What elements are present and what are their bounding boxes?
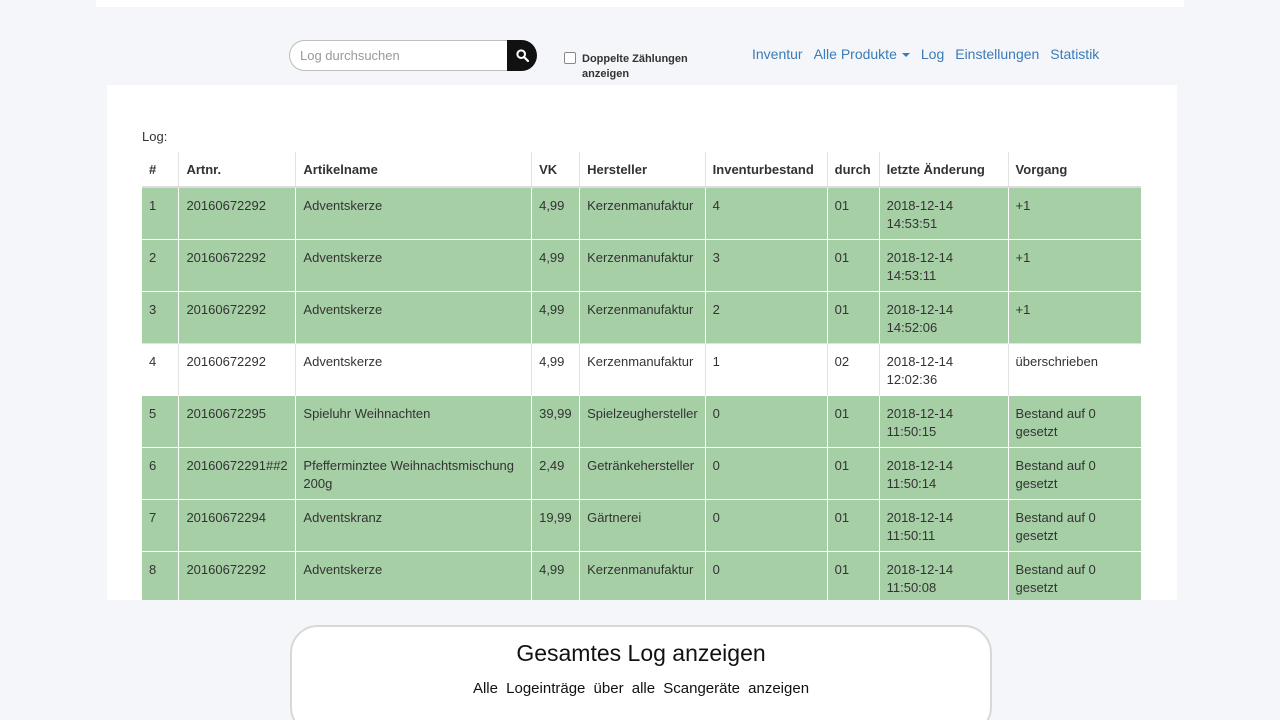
nav-statistik[interactable]: Statistik (1050, 46, 1100, 62)
cell-inventurbestand: 1 (705, 343, 827, 395)
cell-hersteller: Kerzenmanufaktur (580, 551, 706, 600)
duplicates-checkbox[interactable] (564, 52, 576, 64)
search-input[interactable] (289, 40, 507, 71)
log-body (142, 187, 1141, 600)
log-header-row (142, 152, 1141, 187)
log-row[interactable] (142, 395, 1141, 447)
cell-number: 3 (142, 291, 179, 343)
col-header-durch[interactable]: durch (827, 152, 879, 187)
main-nav (752, 46, 1110, 62)
cell-artnr: 20160672294 (179, 499, 296, 551)
cell-number: 5 (142, 395, 179, 447)
cell-artnr: 20160672292 (179, 343, 296, 395)
log-row[interactable] (142, 447, 1141, 499)
log-row[interactable] (142, 291, 1141, 343)
cell-vk: 4,99 (532, 187, 580, 239)
col-header-letzte-aenderung[interactable]: letzte Änderung (879, 152, 1008, 187)
log-title: Log: (142, 129, 168, 144)
search-bar (289, 40, 537, 71)
cell-durch: 01 (827, 395, 879, 447)
search-button[interactable] (507, 40, 537, 71)
cell-artikelname: Adventskranz (296, 499, 532, 551)
cell-artikelname: Adventskerze (296, 291, 532, 343)
nav-einstellungen[interactable]: Einstellungen (955, 46, 1040, 62)
cell-durch: 01 (827, 499, 879, 551)
cell-durch: 01 (827, 187, 879, 239)
cell-inventurbestand: 0 (705, 551, 827, 600)
cell-artnr: 20160672292 (179, 291, 296, 343)
col-header-hersteller[interactable]: Hersteller (580, 152, 706, 187)
cell-letzte-aenderung: 2018-12-14 14:53:11 (879, 239, 1008, 291)
cell-artnr: 20160672295 (179, 395, 296, 447)
cell-number: 7 (142, 499, 179, 551)
cell-durch: 01 (827, 551, 879, 600)
cell-letzte-aenderung: 2018-12-14 11:50:11 (879, 499, 1008, 551)
cell-vorgang: Bestand auf 0 gesetzt (1008, 499, 1141, 551)
cell-artnr: 20160672292 (179, 187, 296, 239)
log-row[interactable] (142, 343, 1141, 395)
nav-alle-produkte[interactable] (814, 46, 910, 62)
log-row[interactable] (142, 499, 1141, 551)
cell-artnr: 20160672291##2 (179, 447, 296, 499)
cell-vk: 2,49 (532, 447, 580, 499)
cell-artikelname: Pfefferminztee Weihnachtsmischung 200g (296, 447, 532, 499)
cell-hersteller: Spielzeughersteller (580, 395, 706, 447)
duplicates-toggle[interactable] (564, 52, 704, 82)
cell-artikelname: Adventskerze (296, 343, 532, 395)
col-header-inventurbestand[interactable]: Inventurbestand (705, 152, 827, 187)
cell-hersteller: Kerzenmanufaktur (580, 291, 706, 343)
col-header-vorgang[interactable]: Vorgang (1008, 152, 1141, 187)
cell-hersteller: Getränkehersteller (580, 447, 706, 499)
caret-down-icon (902, 53, 910, 57)
duplicates-label: Doppelte Zählungen anzeigen (582, 53, 688, 80)
cell-vk: 4,99 (532, 291, 580, 343)
caption-title: Gesamtes Log anzeigen (516, 640, 766, 666)
cell-hersteller: Gärtnerei (580, 499, 706, 551)
nav-inventur[interactable]: Inventur (752, 46, 803, 62)
cell-artikelname: Adventskerze (296, 551, 532, 600)
cell-hersteller: Kerzenmanufaktur (580, 239, 706, 291)
cell-artikelname: Adventskerze (296, 187, 532, 239)
cell-hersteller: Kerzenmanufaktur (580, 343, 706, 395)
cell-durch: 01 (827, 447, 879, 499)
col-header-number[interactable]: # (142, 152, 179, 187)
col-header-vk[interactable]: VK (532, 152, 580, 187)
cell-vorgang: Bestand auf 0 gesetzt (1008, 395, 1141, 447)
log-panel (107, 85, 1177, 600)
cell-artikelname: Spieluhr Weihnachten (296, 395, 532, 447)
cell-artnr: 20160672292 (179, 239, 296, 291)
cell-vk: 4,99 (532, 343, 580, 395)
caption-subtitle: Alle Logeinträge über alle Scangeräte anzeigen (472, 680, 810, 697)
cell-inventurbestand: 2 (705, 291, 827, 343)
search-icon (516, 49, 529, 62)
cell-inventurbestand: 0 (705, 395, 827, 447)
cell-inventurbestand: 0 (705, 447, 827, 499)
cell-vk: 4,99 (532, 551, 580, 600)
cell-vorgang: überschrieben (1008, 343, 1141, 395)
cell-durch: 01 (827, 291, 879, 343)
cell-inventurbestand: 3 (705, 239, 827, 291)
cell-artikelname: Adventskerze (296, 239, 532, 291)
cell-vorgang: Bestand auf 0 gesetzt (1008, 447, 1141, 499)
cell-artnr: 20160672292 (179, 551, 296, 600)
cell-number: 8 (142, 551, 179, 600)
cell-hersteller: Kerzenmanufaktur (580, 187, 706, 239)
cell-inventurbestand: 4 (705, 187, 827, 239)
cell-vk: 19,99 (532, 499, 580, 551)
cell-vk: 4,99 (532, 239, 580, 291)
cell-vorgang: +1 (1008, 239, 1141, 291)
log-table (142, 152, 1141, 600)
cell-inventurbestand: 0 (705, 499, 827, 551)
col-header-artikelname[interactable]: Artikelname (296, 152, 532, 187)
col-header-artnr[interactable]: Artnr. (179, 152, 296, 187)
log-row[interactable] (142, 551, 1141, 600)
cell-number: 6 (142, 447, 179, 499)
cell-letzte-aenderung: 2018-12-14 14:52:06 (879, 291, 1008, 343)
cell-vorgang: +1 (1008, 187, 1141, 239)
cell-vk: 39,99 (532, 395, 580, 447)
cell-vorgang: +1 (1008, 291, 1141, 343)
cell-vorgang: Bestand auf 0 gesetzt (1008, 551, 1141, 600)
cell-letzte-aenderung: 2018-12-14 12:02:36 (879, 343, 1008, 395)
cell-letzte-aenderung: 2018-12-14 14:53:51 (879, 187, 1008, 239)
cell-letzte-aenderung: 2018-12-14 11:50:08 (879, 551, 1008, 600)
cell-letzte-aenderung: 2018-12-14 11:50:14 (879, 447, 1008, 499)
top-strip (96, 0, 1184, 7)
cell-number: 4 (142, 343, 179, 395)
nav-alle-produkte-label: Alle Produkte (813, 46, 897, 62)
log-row[interactable] (142, 239, 1141, 291)
cell-number: 2 (142, 239, 179, 291)
cell-letzte-aenderung: 2018-12-14 11:50:15 (879, 395, 1008, 447)
cell-durch: 02 (827, 343, 879, 395)
caption-box (290, 625, 992, 720)
nav-log[interactable]: Log (920, 46, 945, 62)
log-row[interactable] (142, 187, 1141, 239)
cell-durch: 01 (827, 239, 879, 291)
cell-number: 1 (142, 187, 179, 239)
